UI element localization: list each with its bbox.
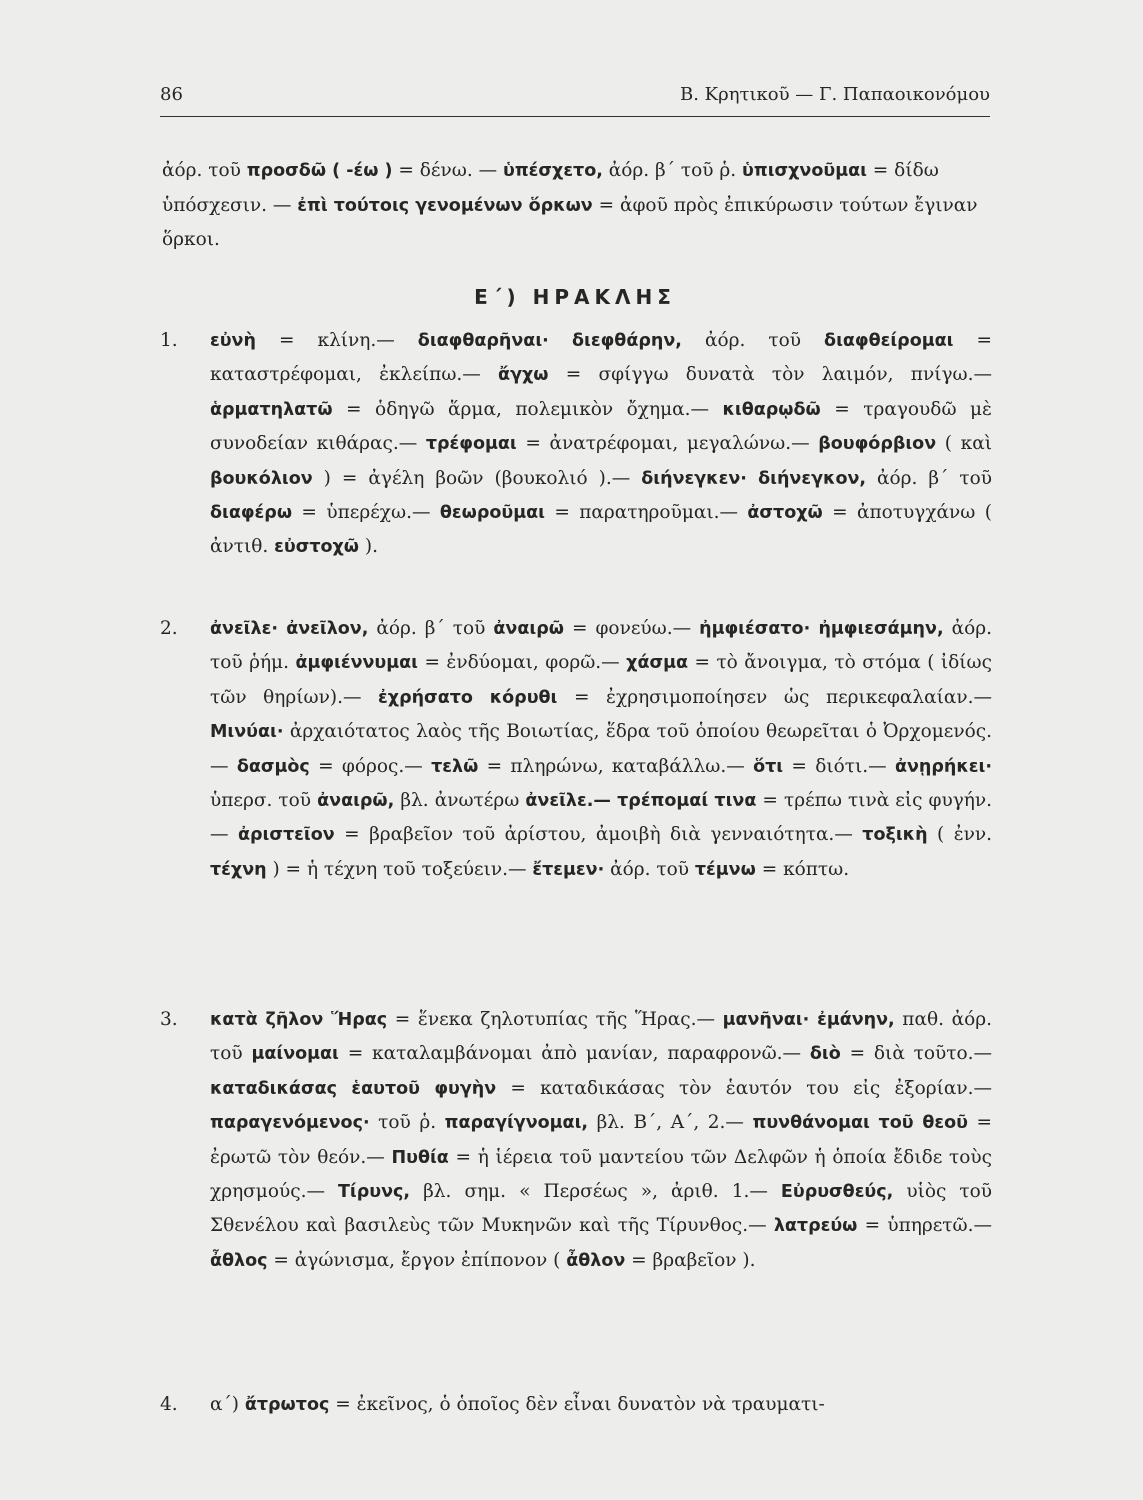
header-rule (160, 116, 990, 117)
note-text: α΄) ἄτρωτος = ἐκεῖνος, ὁ ὁποῖος δὲν εἶναι δυνατὸν νὰ τραυματι- (210, 1394, 825, 1415)
page-number: 86 (160, 84, 183, 105)
running-title: Β. Κρητικοῦ — Γ. Παπαοικονόμου (680, 84, 990, 105)
note-number: 3. (160, 1009, 178, 1030)
note-text: εὐνὴ = κλίνη.— διαφθαρῆναι· διεφθάρην, ἀόρ. τοῦ διαφθείρομαι = καταστρέφομαι, ἐκλείπω.— ἄγχω = σφίγγω δυνατὰ τὸν λαιμόν, πνίγω.— ἁρματηλατῶ = ὁδηγῶ ἅρμα, πολεμικὸν ὄχημα.— κιθαρῳδῶ = τραγουδῶ μὲ συνοδείαν κιθάρας.— τρέφομαι = ἀνατρέφομαι, μεγαλώνω.— βουφόρβιον ( καὶ βουκόλιον ) = ἀγέλη βοῶν (βουκολιό ).— διήνεγκεν· διήνεγκον, ἀόρ. β΄ τοῦ διαφέρω = ὑπερέχω.— θεωροῦμαι = παρατηροῦμαι.— ἀστοχῶ = ἀποτυγχάνω ( ἀντιθ. εὐστοχῶ ). (210, 330, 993, 558)
note-text: ἀνεῖλε· ἀνεῖλον, ἀόρ. β΄ τοῦ ἀναιρῶ = φονεύω.— ἠμφιέσατο· ἠμφιεσάμην, ἀόρ. τοῦ ῥήμ. ἀμφιέννυμαι = ἐνδύομαι, φορῶ.— χάσμα = τὸ ἄνοιγμα, τὸ στόμα ( ἰδίως τῶν θηρίων).— ἐχρήσατο κόρυθι = ἐχρησιμοποίησεν ὡς περικεφαλαίαν.— Μινύαι· ἀρχαιότατος λαὸς τῆς Βοιωτίας, ἕδρα τοῦ ὁποίου θεωρεῖται ὁ Ὀρχομενός.— δασμὸς = φόρος.— τελῶ = πληρώνω, καταβάλλω.— ὅτι = διότι.— ἀνῃρήκει· ὑπερσ. τοῦ ἀναιρῶ, βλ. ἀνωτέρω ἀνεῖλε.— τρέπομαί τινα = τρέπω τινὰ εἰς φυγήν.— ἀριστεῖον = βραβεῖον τοῦ ἀρίστου, ἀμοιβὴ διὰ γενναιότητα.— τοξικὴ ( ἐνν. τέχνη ) = ἡ τέχνη τοῦ τοξεύειν.— ἔτεμεν· ἀόρ. τοῦ τέμνω = κόπτω. (210, 618, 993, 880)
continued-paragraph: ἀόρ. τοῦ προσδῶ ( -έω ) = δένω. — ὑπέσχετο, ἀόρ. β΄ τοῦ ῥ. ὑπισχνοῦμαι = δίδω ὑπόσχεσιν. — ἐπὶ τούτοις γενομένων ὅρκων = ἀφοῦ πρὸς ἐπικύρωσιν τούτων ἔγιναν ὅρκοι. (162, 160, 978, 250)
note-paragraph-3 (160, 1003, 992, 1278)
section-title: Ε΄) ΗΡΑΚΛΗΣ (474, 285, 676, 309)
note-number: 4. (160, 1394, 178, 1415)
note-paragraph-1 (160, 324, 992, 565)
note-number: 1. (160, 330, 178, 351)
note-paragraph-2 (160, 612, 992, 887)
note-paragraph-4 (160, 1388, 992, 1422)
note-text: κατὰ ζῆλον Ἥρας = ἕνεκα ζηλοτυπίας τῆς Ἥρας.— μανῆναι· ἐμάνην, παθ. ἀόρ. τοῦ μαίνομαι = καταλαμβάνομαι ἀπὸ μανίαν, παραφρονῶ.— διὸ = διὰ τοῦτο.— καταδικάσας ἑαυτοῦ φυγὴν = καταδικάσας τὸν ἑαυτόν του εἰς ἐξορίαν.— παραγενόμενος· τοῦ ῥ. παραγίγνομαι, βλ. Β΄, Α΄, 2.— πυνθάνομαι τοῦ θεοῦ = ἐρωτῶ τὸν θεόν.— Πυθία = ἡ ἱέρεια τοῦ μαντείου τῶν Δελφῶν ἡ ὁποία ἔδιδε τοὺς χρησμούς.— Τίρυνς, βλ. σημ. « Περσέως », ἀριθ. 1.— Εὐρυσθεύς, υἱὸς τοῦ Σθενέλου καὶ βασιλεὺς τῶν Μυκηνῶν καὶ τῆς Τίρυνθος.— λατρεύω = ὑπηρετῶ.— ἆθλος = ἀγώνισμα, ἔργον ἐπίπονον ( ἆθλον = βραβεῖον ). (210, 1009, 993, 1271)
page-header (160, 84, 990, 108)
note-number: 2. (160, 618, 178, 639)
